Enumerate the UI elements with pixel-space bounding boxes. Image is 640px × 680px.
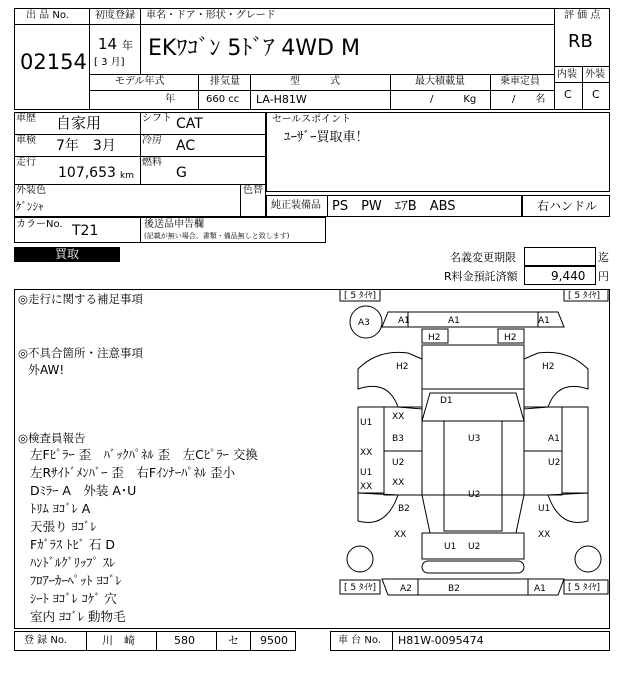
name-change-box xyxy=(524,247,596,266)
damage-mark: A3 xyxy=(358,318,370,328)
equipment-value: PS PW ｴｱB ABS xyxy=(332,199,456,214)
max-load-label: 最大積載量 xyxy=(415,76,465,87)
defect-line: 外AW! xyxy=(28,363,65,377)
chassis-number: H81W-0095474 xyxy=(398,634,484,647)
displacement-label: 排気量 xyxy=(210,76,240,87)
supplement-title: ◎走行に関する補足事項 xyxy=(18,292,144,306)
damage-mark: A1 xyxy=(538,316,550,326)
first-reg-label: 初度登録 xyxy=(95,10,135,21)
damage-mark: A1 xyxy=(534,584,546,594)
damage-mark: U1 xyxy=(360,418,373,428)
color-no-label: カラーNo. xyxy=(16,219,63,230)
damage-mark: A2 xyxy=(400,584,412,594)
inspector-line: 室内 ﾖｺﾞﾚ 動物毛 xyxy=(30,609,126,624)
recycle-amount: 9,440 xyxy=(551,269,586,283)
tire-label-rr: [ 5 ﾀｲﾔ] xyxy=(568,583,600,593)
damage-mark: H2 xyxy=(428,333,441,343)
reg-kana: セ xyxy=(228,634,239,647)
ac-label: 冷房 xyxy=(142,135,162,146)
damage-mark: B2 xyxy=(398,504,410,514)
inspector-line: 左Rｻｲﾄﾞﾒﾝﾊﾞｰ 歪 右Fｲﾝﾅｰﾊﾟﾈﾙ 歪小 xyxy=(30,465,236,480)
type-value: LA-H81W xyxy=(256,93,307,106)
steering-value: 右ハンドル xyxy=(537,199,598,213)
max-load-unit: / Kg xyxy=(430,94,477,105)
damage-mark: H2 xyxy=(542,362,555,372)
mileage-label: 走行 xyxy=(16,157,36,168)
name-change-unit: 迄 xyxy=(598,251,609,264)
damage-mark: U3 xyxy=(468,434,481,444)
damage-mark: XX xyxy=(360,482,373,492)
color-value: ｹﾞﾝｼｬ xyxy=(16,200,44,213)
inspector-line: ﾌﾛｱｰｶｰﾍﾟｯﾄ ﾖｺﾞﾚ xyxy=(30,573,122,588)
inspector-line: 左Fﾋﾟﾗｰ 歪 ﾊﾞｯｸﾊﾟﾈﾙ 歪 左Cﾋﾟﾗｰ 交換 xyxy=(30,447,258,462)
history-label: 車歴 xyxy=(16,113,36,124)
inspection-label: 車検 xyxy=(16,135,36,146)
shift-label: シフト xyxy=(142,113,172,124)
damage-mark: U1 xyxy=(360,468,373,478)
damage-mark: XX xyxy=(392,478,405,488)
grade-value: RB xyxy=(568,31,593,52)
damage-mark: U1 xyxy=(538,504,551,514)
damage-mark: U2 xyxy=(392,458,405,468)
ac-value: AC xyxy=(176,138,196,154)
inspection-value: 7年 3月 xyxy=(56,138,116,154)
tire-label-fr: [ 5 ﾀｲﾔ] xyxy=(568,291,600,301)
exterior-label: 外装 xyxy=(585,69,605,80)
inspector-line: ｼｰﾄ ﾖｺﾞﾚ ｺｹﾞ 穴 xyxy=(30,591,117,606)
grade-label: 評 価 点 xyxy=(564,10,601,21)
damage-mark: A1 xyxy=(398,316,410,326)
displacement-value: 660 cc xyxy=(206,94,240,105)
exterior-grade: C xyxy=(592,88,600,101)
reg-office: 川 崎 xyxy=(102,634,135,647)
model-year-label: モデル年式 xyxy=(115,76,165,87)
car-damage-diagram xyxy=(338,289,610,599)
reg-label: 登 録 No. xyxy=(24,635,67,646)
inspector-line: ﾄﾘﾑ ﾖｺﾞﾚ A xyxy=(30,501,91,516)
chassis-label: 車 台 No. xyxy=(338,635,381,646)
first-reg-year: 14 xyxy=(98,35,118,53)
history-value: 自家用 xyxy=(56,114,102,132)
inspector-line: Dﾐﾗｰ A 外装 A･U xyxy=(30,483,137,498)
damage-mark: U2 xyxy=(468,542,481,552)
damage-mark: XX xyxy=(392,412,405,422)
mileage-unit: km xyxy=(120,171,134,181)
damage-mark: XX xyxy=(394,530,407,540)
sales-point-label: セールスポイント xyxy=(272,114,352,125)
first-reg-month: [ 3 月] xyxy=(94,57,125,68)
tire-label-rl: [ 5 ﾀｲﾔ] xyxy=(344,583,376,593)
capacity-unit: / 名 xyxy=(512,94,546,105)
model-year-unit: 年 xyxy=(165,94,175,105)
equipment-label: 純正装備品 xyxy=(271,200,321,211)
purchase-badge: 買取 xyxy=(14,247,120,262)
car-name-label: 車名・ドア・形状・グレード xyxy=(146,10,276,21)
capacity-label: 乗車定員 xyxy=(500,76,540,87)
interior-label: 内装 xyxy=(557,69,577,80)
color-no-value: T21 xyxy=(72,223,99,239)
damage-mark: A1 xyxy=(448,316,460,326)
damage-mark: XX xyxy=(360,448,373,458)
type-label: 型 式 xyxy=(290,76,340,87)
damage-mark: D1 xyxy=(440,396,453,406)
damage-mark: A1 xyxy=(548,434,560,444)
inspector-title: ◎検査員報告 xyxy=(18,431,86,445)
damage-mark: B2 xyxy=(448,584,460,594)
recycle-label: R料金預託済額 xyxy=(444,270,518,283)
damage-mark: U1 xyxy=(444,542,457,552)
car-name: EKﾜｺﾞﾝ 5ﾄﾞｱ 4WD M xyxy=(148,36,360,61)
aftermarket-label: 後送品申告欄 xyxy=(144,219,204,230)
lot-label: 出 品 No. xyxy=(26,10,69,21)
damage-mark: XX xyxy=(538,530,551,540)
fuel-label: 燃料 xyxy=(142,157,162,168)
inspector-line: ﾊﾝﾄﾞﾙｸﾞﾘｯﾌﾟ ｽﾚ xyxy=(30,555,116,570)
interior-grade: C xyxy=(564,88,572,101)
shift-value: CAT xyxy=(176,116,203,132)
lot-number: 02154 xyxy=(20,50,87,74)
inspector-line: Fｶﾞﾗｽ ﾄﾋﾞ 石 D xyxy=(30,537,115,552)
reg-class: 580 xyxy=(174,634,195,647)
damage-mark: B3 xyxy=(392,434,404,444)
recycle-unit: 円 xyxy=(598,270,609,283)
damage-mark: H2 xyxy=(504,333,517,343)
damage-mark: U2 xyxy=(468,490,481,500)
year-unit: 年 xyxy=(122,39,133,52)
defect-title: ◎不具合箇所・注意事項 xyxy=(18,346,144,360)
tire-label-fl: [ 5 ﾀｲﾔ] xyxy=(344,291,376,301)
sales-point-value: ﾕｰｻﾞｰ買取車！ xyxy=(284,130,369,145)
mileage-value: 107,653 xyxy=(58,165,116,181)
inspector-line: 天張り ﾖｺﾞﾚ xyxy=(30,519,97,534)
color-label: 外装色 xyxy=(16,185,46,196)
fuel-value: G xyxy=(176,165,187,181)
aftermarket-note: (記載が無い場合、書類・備品無しと致します) xyxy=(144,232,290,240)
damage-mark: U2 xyxy=(548,458,561,468)
reg-number: 9500 xyxy=(260,634,288,647)
damage-mark: H2 xyxy=(396,362,409,372)
name-change-label: 名義変更期限 xyxy=(450,251,516,264)
recolor-label: 色替 xyxy=(243,185,263,196)
